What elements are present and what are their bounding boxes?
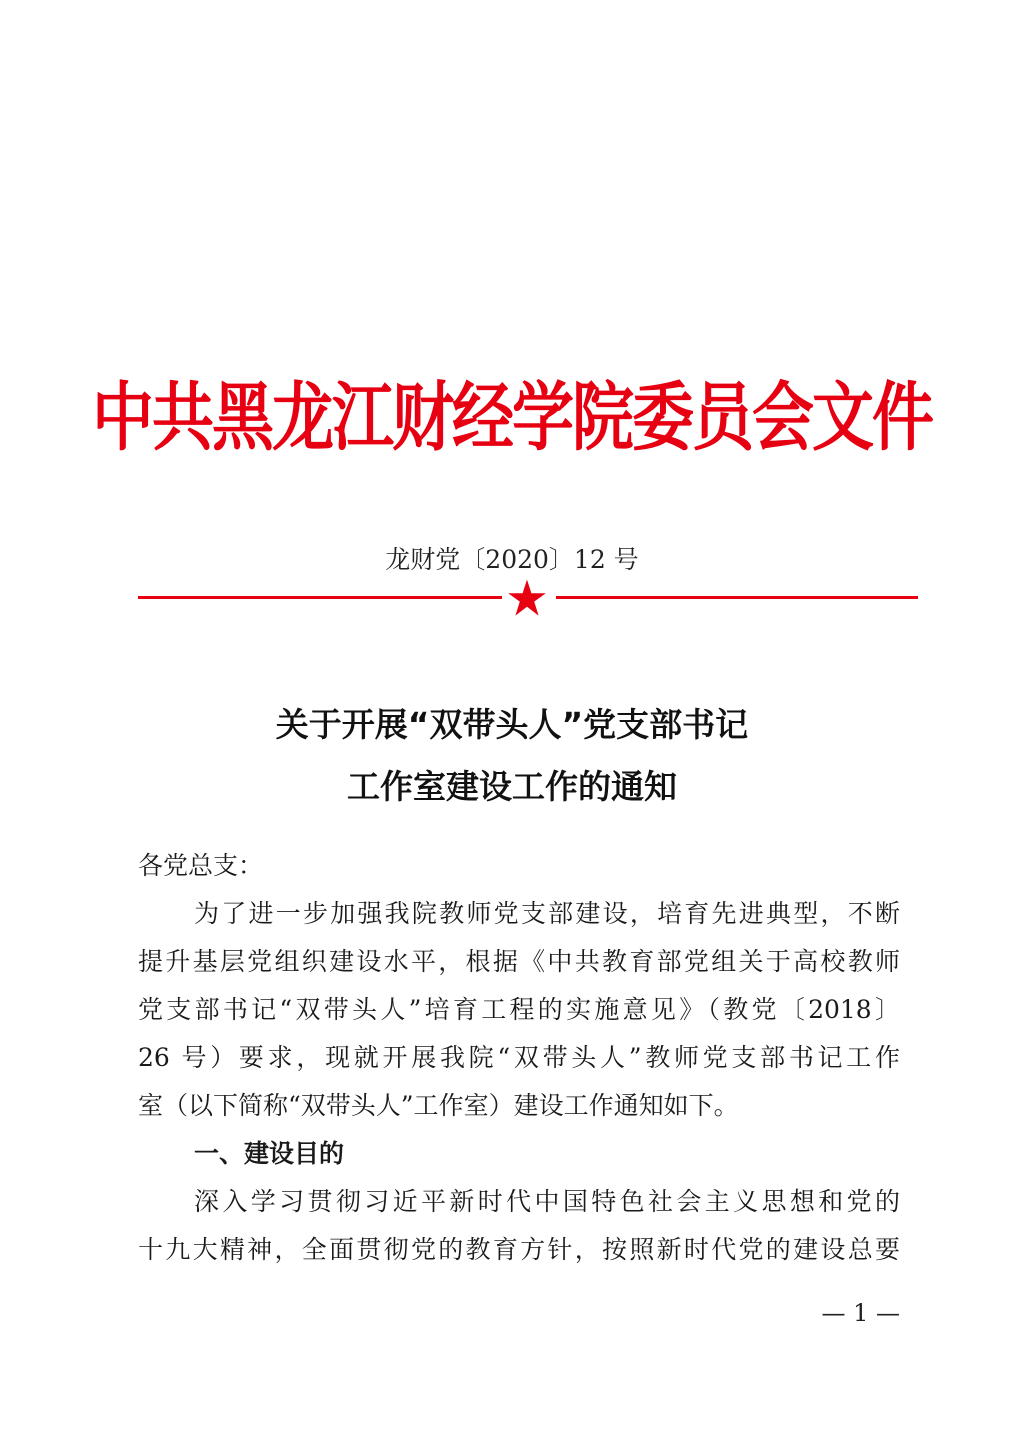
masthead: 中共黑龙江财经学院委员会文件 <box>91 373 932 462</box>
page-number: — 1 — <box>821 1299 900 1327</box>
divider-right <box>556 596 918 599</box>
paragraph-1-line-5: 室（以下简称“双带头人”工作室）建设工作通知如下。 <box>138 1091 739 1120</box>
divider-left <box>138 596 502 599</box>
paragraph-1-line-3: 党支部书记“双带头人”培育工程的实施意见》（教党〔2018〕 <box>138 995 900 1024</box>
section-1-line-1: 深入学习贯彻习近平新时代中国特色社会主义思想和党的 <box>194 1187 900 1216</box>
paragraph-1-line-2: 提升基层党组织建设水平，根据《中共教育部党组关于高校教师 <box>138 947 900 976</box>
salutation: 各党总支： <box>138 851 264 880</box>
paragraph-1-line-1: 为了进一步加强我院教师党支部建设，培育先进典型，不断 <box>194 899 900 928</box>
section-1-heading: 一、建设目的 <box>194 1139 345 1168</box>
paragraph-1-line-4: 26 号）要求，现就开展我院“双带头人”教师党支部书记工作 <box>138 1043 900 1072</box>
title-line-2: 工作室建设工作的通知 <box>347 767 677 806</box>
title-line-1: 关于开展“双带头人”党支部书记 <box>275 705 749 744</box>
red-star-icon <box>507 578 547 618</box>
section-1-line-2: 十九大精神，全面贯彻党的教育方针，按照新时代党的建设总要 <box>138 1235 900 1264</box>
document-number: 龙财党〔2020〕12 号 <box>385 545 639 574</box>
